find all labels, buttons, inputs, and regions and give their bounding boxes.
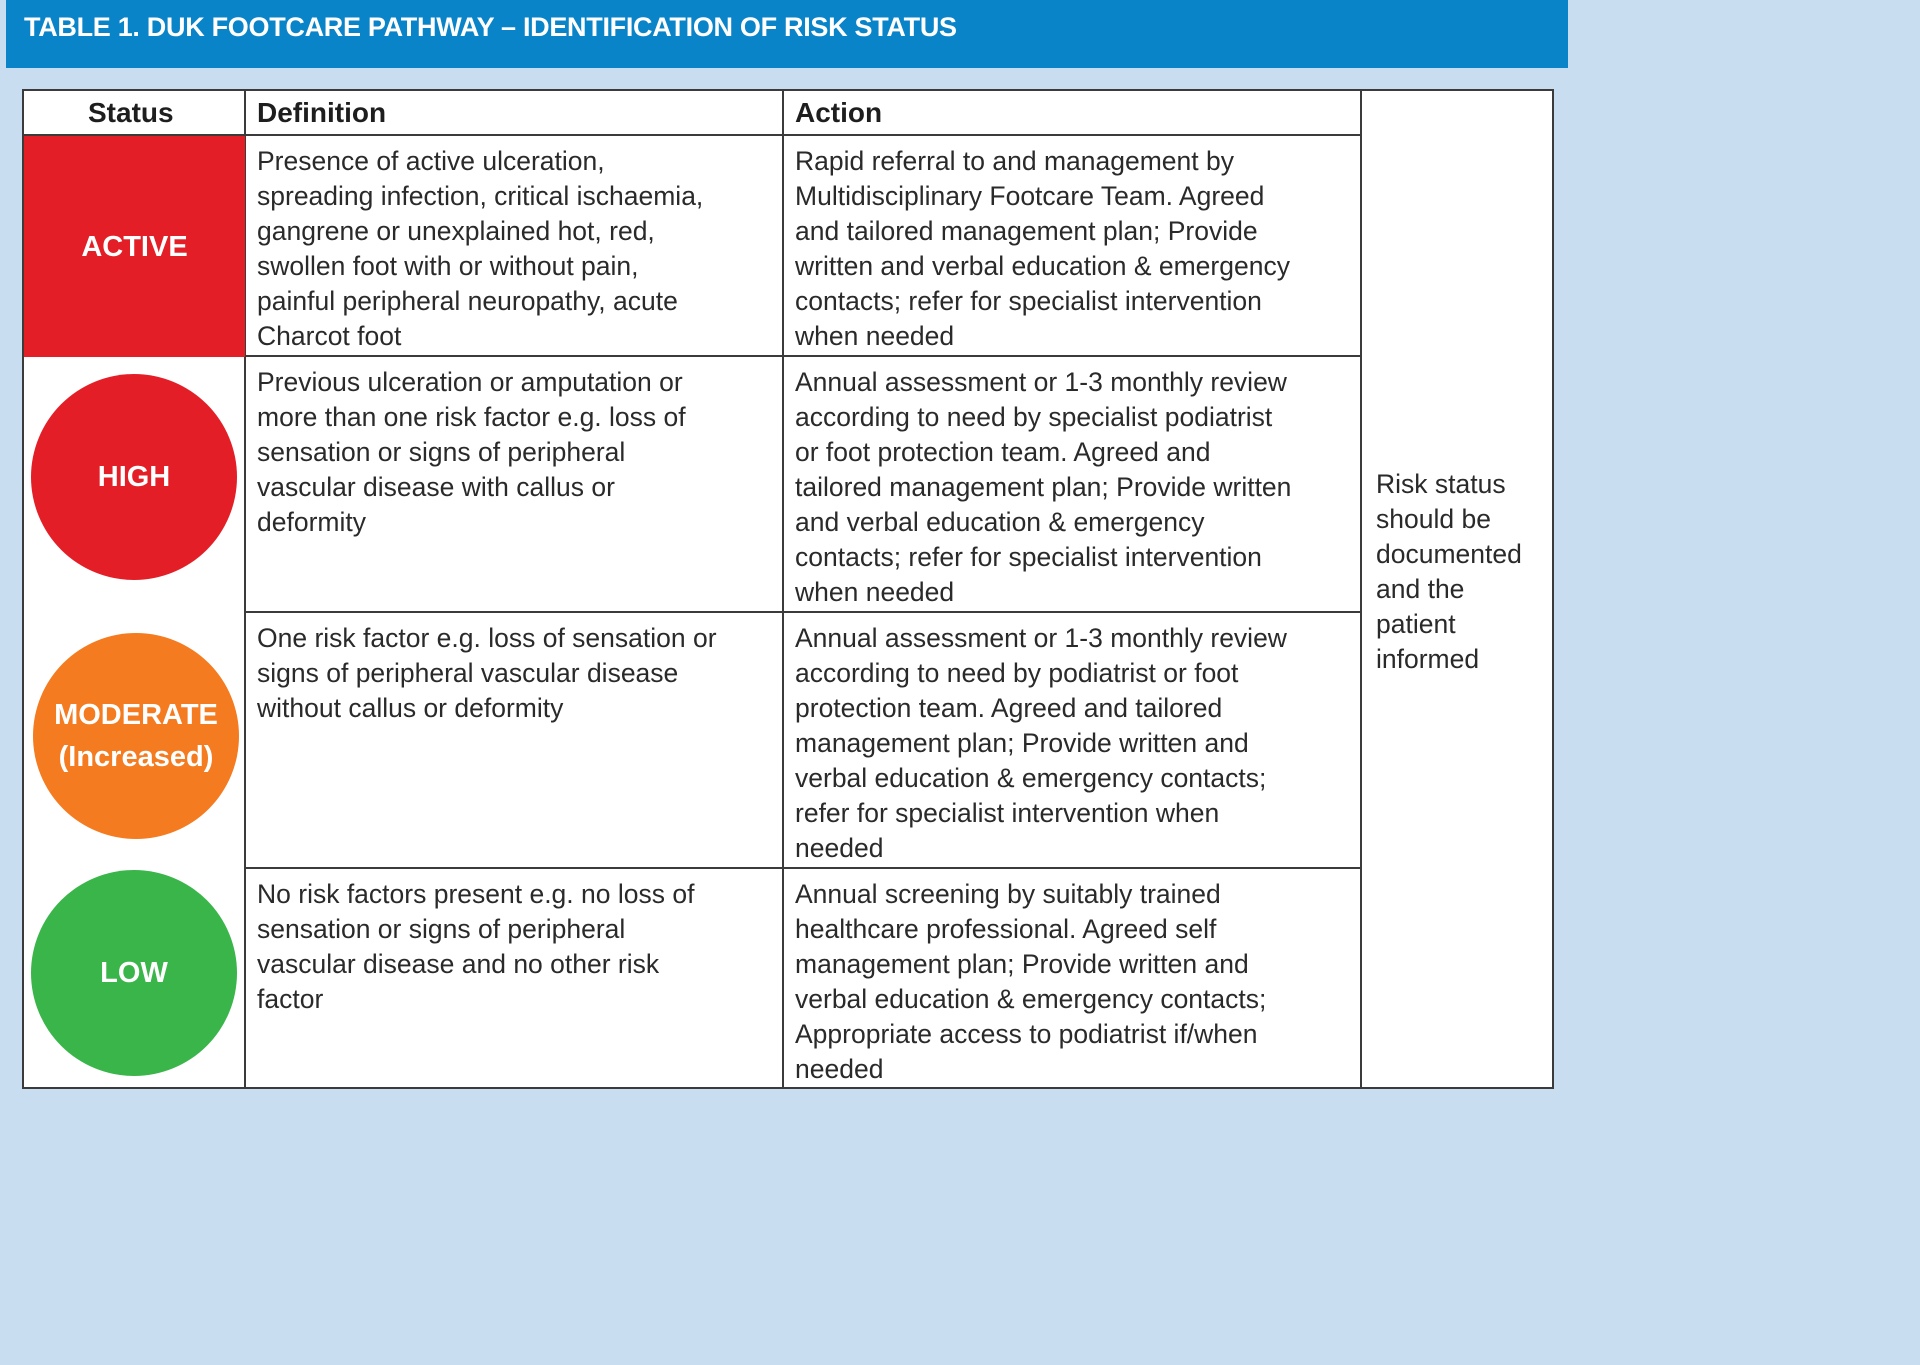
- definition-high: Previous ulceration or amputation or more than one risk factor e.g. loss of sensation or signs of peripheral vascular disease with callus or deformity: [257, 367, 686, 537]
- risk-status-table: [22, 89, 1554, 1089]
- status-badge-active: [24, 136, 245, 357]
- status-label-high: HIGH: [97, 461, 171, 493]
- action-high: Annual assessment or 1-3 monthly review according to need by specialist podiatrist or foot protection team. Agreed and tailored management plan; Provide written and verbal education & emergency contacts; refer for specialist intervention when needed: [795, 367, 1292, 607]
- status-badge-low: [31, 870, 237, 1076]
- definition-low: No risk factors present e.g. no loss of sensation or signs of peripheral vascular disease and no other risk factor: [257, 879, 695, 1014]
- column-header-definition: Definition: [257, 97, 387, 128]
- column-divider-definition: [782, 91, 784, 1087]
- definition-active: Presence of active ulceration, spreading infection, critical ischaemia, gangrene or unexplained hot, red, swollen foot with or without pain, painful peripheral neuropathy, acute Charcot foot: [257, 146, 704, 351]
- status-label-moderate: MODERATE (Increased): [54, 699, 218, 773]
- column-header-action: Action: [795, 97, 883, 128]
- column-divider-action: [1360, 91, 1362, 1087]
- action-active: Rapid referral to and management by Multidisciplinary Footcare Team. Agreed and tailored management plan; Provide written and verbal education & emergency contacts; refer for specialist intervention when needed: [795, 146, 1290, 351]
- column-header-status: Status: [88, 97, 174, 128]
- status-badge-high: [31, 374, 237, 580]
- action-moderate: Annual assessment or 1-3 monthly review according to need by podiatrist or foot protection team. Agreed and tailored management plan; Provide written and verbal education & emergency contacts; refer for specialist intervention when needed: [795, 623, 1287, 863]
- action-low: Annual screening by suitably trained healthcare professional. Agreed self management plan; Provide written and verbal education & emergency contacts; Appropriate access to podiatrist if/when needed: [795, 879, 1267, 1084]
- status-label-active: ACTIVE: [81, 230, 188, 263]
- table-title-bar: [0, 0, 1568, 68]
- row-divider-high: [244, 611, 1361, 613]
- row-divider-moderate: [244, 867, 1361, 869]
- status-label-low: LOW: [100, 957, 168, 989]
- definition-moderate: One risk factor e.g. loss of sensation or signs of peripheral vascular disease without callus or deformity: [257, 623, 717, 723]
- status-badge-moderate: [33, 633, 239, 839]
- risk-status-note: Risk status should be documented and the patient informed: [1376, 469, 1522, 674]
- table-title: TABLE 1. DUK FOOTCARE PATHWAY – IDENTIFICATION OF RISK STATUS: [24, 12, 957, 42]
